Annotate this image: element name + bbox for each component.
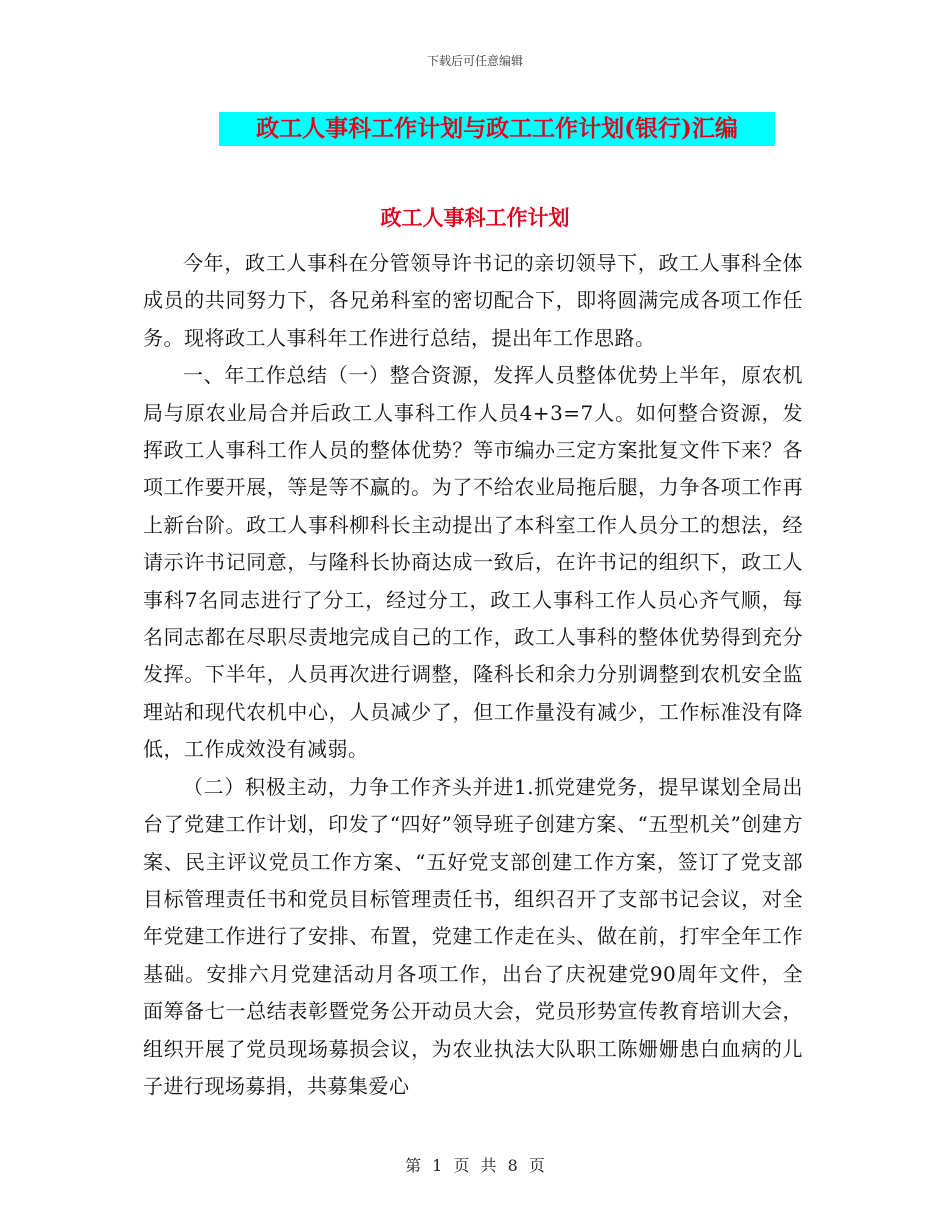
paragraph-party-work: （二）积极主动，力争工作齐头并进1.抓党建党务，提早谋划全局出台了党建工作计划，印发了“四好”领导班子创建方案、“五型机关”创建方案、民主评议党员工作方案、“五好党支部创建工作方案，签订了党支部目标管理责任书和党员目标管理责任书，组织召开了支部书记会议，对全年党建工作进行了安排、布置，党建工作走在头、做在前，打牢全年工作基础。安排六月党建活动月各项工作，出台了庆祝建党90周年文件，全面筹备七一总结表彰暨党务公开动员大会，党员形势宣传教育培训大会，组织开展了党员现场募损会议，为农业执法大队职工陈姗姗患白血病的儿子进行现场募捐，共募集爱心 (143, 774, 803, 1098)
document-body (143, 245, 803, 1105)
paragraph-summary: 一、年工作总结（一）整合资源，发挥人员整体优势上半年，原农机局与原农业局合并后政工人事科工作人员4+3=7人。如何整合资源，发挥政工人事科工作人员的整体优势？等市编办三定方案批复文件下来？各项工作要开展，等是等不赢的。为了不给农业局拖后腿，力争各项工作再上新台阶。政工人事科柳科长主动提出了本科室工作人员分工的想法，经请示许书记同意，与隆科长协商达成一致后，在许书记的组织下，政工人事科7名同志进行了分工，经过分工，政工人事科工作人员心齐气顺，每名同志都在尽职尽责地完成自己的工作，政工人事科的整体优势得到充分发挥。下半年，人员再次进行调整，隆科长和余力分别调整到农机安全监理站和现代农机中心，人员减少了，但工作量没有减少，工作标准没有降低，工作成效没有减弱。 (143, 363, 803, 762)
paragraph-intro: 今年，政工人事科在分管领导许书记的亲切领导下，政工人事科全体成员的共同努力下，各兄弟科室的密切配合下，即将圆满完成各项工作任务。现将政工人事科年工作进行总结，提出年工作思路。 (143, 251, 803, 350)
document-title: 政工人事科工作计划与政工工作计划(银行)汇编 (219, 112, 775, 146)
section-title: 政工人事科工作计划 (380, 205, 570, 230)
page-footer: 第 1 页 共 8 页 (405, 1156, 545, 1175)
page-header-note: 下载后可任意编辑 (426, 54, 523, 68)
